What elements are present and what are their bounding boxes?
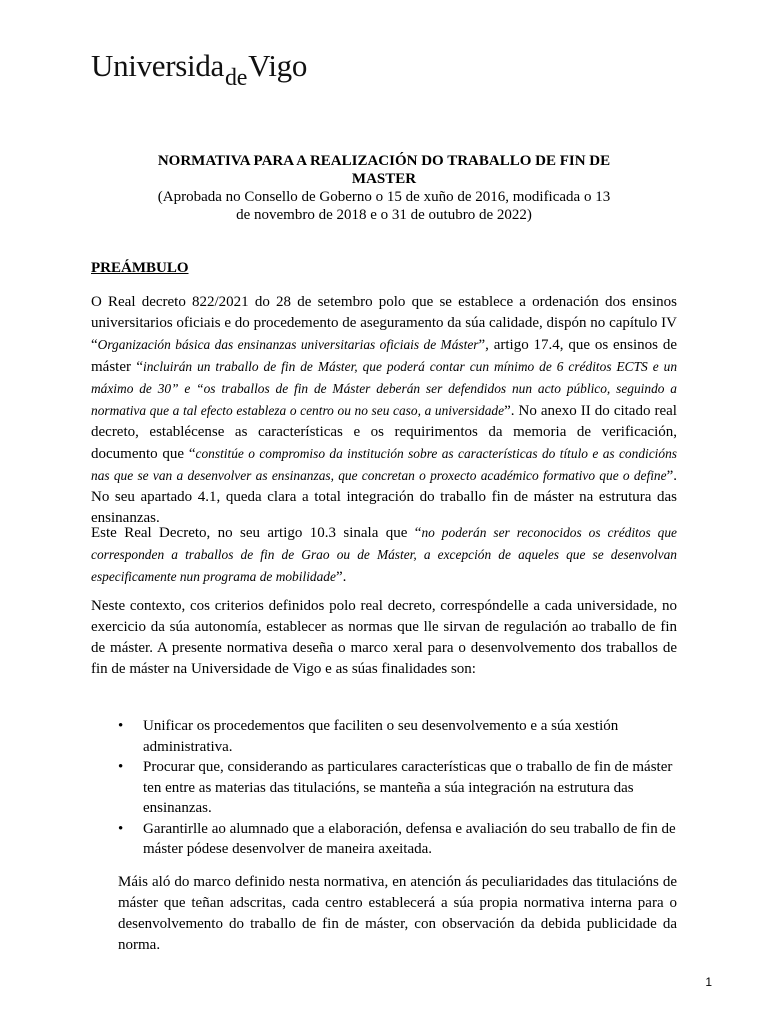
approval-note-line1: (Aprobada no Consello de Goberno o 15 de xuño de 2016, modificada o 13: [157, 189, 611, 205]
quote-text: Organización básica das ensinanzas universitarias oficiais de Máster: [97, 337, 479, 352]
paragraph-real-decreto: [91, 292, 677, 529]
paragraph-text: ”.: [335, 569, 347, 585]
list-item: • Garantirlle ao alumnado que a elaboración, defensa e avaliación do seu traballo de fin de máster pódese desenvolver de maneira axeitada.: [91, 819, 677, 860]
quote-text: no poderán ser reconocidos os créditos que corresponden a traballos de fin de Grao ou de Máster, a excepción de aqueles que se desenvolvan especificamente nun programa de mobilidade: [91, 525, 677, 584]
paragraph-text: ”, artigo 17.4, que os ensinos de máster “: [91, 337, 677, 375]
quote-text: incluirán un traballo de fin de Máster, que poderá contar cun mínimo de 6 créditos ECTS e un máximo de 30” e “os traballos de fin de Máster deberán ser defendidos nun acto público, seguindo a normativa que a tal efecto estableza o centro ou no seu caso, a universidade: [91, 359, 678, 418]
document-title-line2: MASTER: [351, 171, 417, 187]
document-title-line1: NORMATIVA PARA A REALIZACIÓN DO TRABALLO DE FIN DE: [157, 153, 611, 169]
logo-text-de: de: [225, 65, 248, 91]
approval-note-line2: de novembro de 2018 e o 31 de outubro de 2022): [236, 207, 532, 223]
document-title-block: [91, 152, 677, 224]
page-number: 1: [705, 975, 712, 989]
paragraph-normativa-interna: Máis aló do marco definido nesta normativa, en atención ás peculiaridades das titulacións de máster que teñan adscritas, cada centro establecerá a súa propia normativa interna para o desenvolvemento do traballo de fin de máster, con observación da debida publicidade da norma.: [118, 874, 677, 953]
paragraph-text: ”. No seu apartado 4.1, queda clara a total integración do traballo fin de máster na estrutura das ensinanzas.: [91, 468, 677, 526]
paragraph-text: ”. No anexo II do citado real decreto, establécense as características e os requirimentos da memoria de verificación, documento que “: [91, 403, 677, 462]
university-logo: [91, 48, 308, 91]
list-item: • Unificar os procedementos que faciliten o seu desenvolvemento e a súa xestión administrativa.: [91, 716, 677, 757]
logo-text-universida: Universida: [91, 48, 225, 83]
paragraph-contexto: Neste contexto, cos criterios definidos polo real decreto, correspóndelle a cada universidade, no exercicio da súa autonomía, establecer as normas que lle sirvan de regulación ao traballo de fin de máster. A presente normativa deseña o marco xeral para o desenvolvemento dos traballos de fin de máster na Universidade de Vigo e as súas finalidades son:: [91, 598, 677, 677]
paragraph-text: O Real decreto 822/2021 do 28 de setembro polo que se establece a ordenación dos ensinos universitarios oficiais e do procedemento de aseguramento da súa calidade, dispón no capítulo IV “: [91, 294, 677, 353]
paragraph-text: Este Real Decreto, no seu artigo 10.3 sinala que “: [91, 525, 422, 541]
logo-text-vigo: Vigo: [248, 48, 308, 83]
section-heading-preambulo: PREÁMBULO: [91, 260, 189, 276]
quote-text: constitúe o compromiso da institución sobre as características do título e as condicións nas que se van a desenvolver as ensinanzas, que concretan o proxecto académico formativo que o define: [91, 446, 677, 483]
list-item: • Procurar que, considerando as particulares características que o traballo de fin de máster ten entre as materias das titulacións, se manteña a súa integración na estrutura das ensinanzas.: [91, 757, 677, 819]
finalidades-list: [91, 716, 677, 860]
paragraph-artigo-10-3: [91, 522, 677, 588]
